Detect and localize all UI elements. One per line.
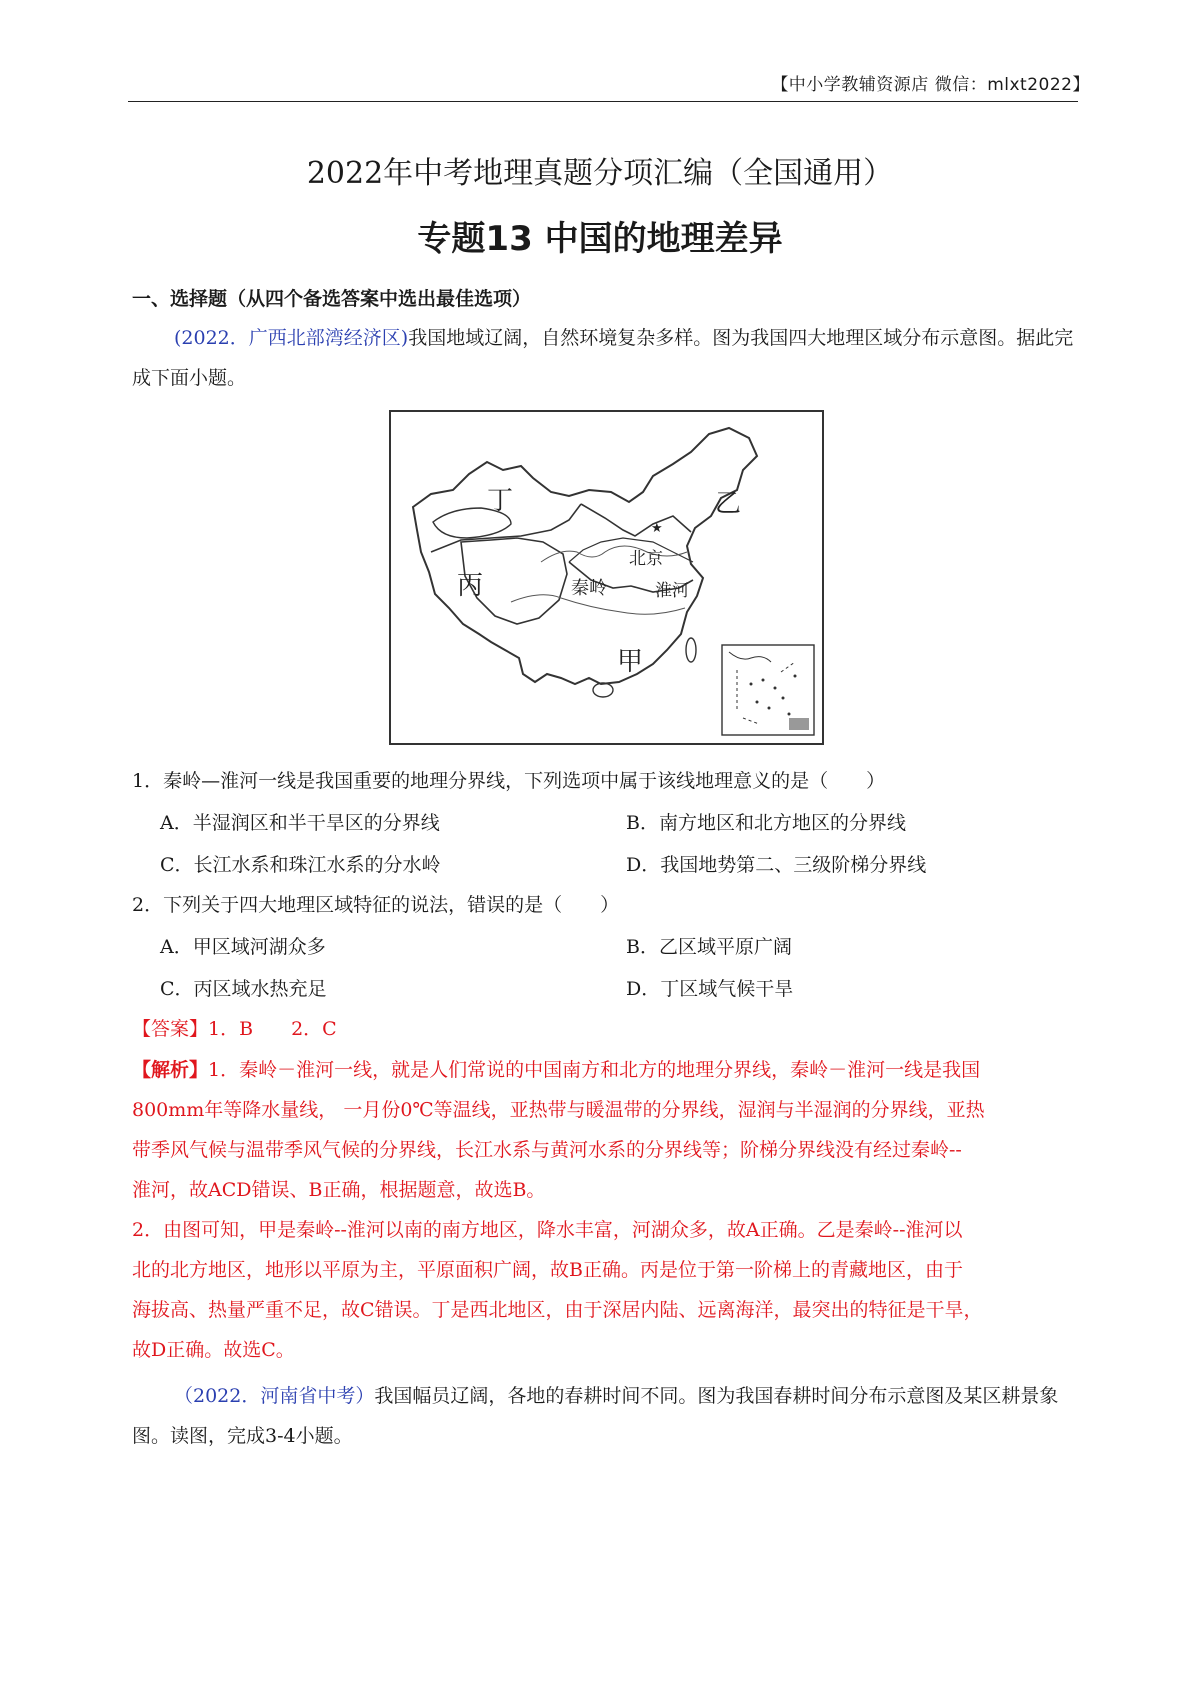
label-beijing: 北京 <box>629 549 663 569</box>
question-2-stem: 2．下列关于四大地理区域特征的说法，错误的是（ ） <box>132 894 620 916</box>
document-subtitle: 专题13 中国的地理差异 <box>417 219 783 259</box>
intro-paragraph-2 <box>132 1376 1077 1456</box>
question-1-option-b: B．南方地区和北方地区的分界线 <box>626 812 906 834</box>
question-1-stem: 1．秦岭—淮河一线是我国重要的地理分界线，下列选项中属于该线地理意义的是（ ） <box>132 770 886 792</box>
taiwan-island <box>686 638 696 662</box>
inset-scale-box <box>789 718 809 730</box>
label-qinling: 秦岭 <box>571 578 607 599</box>
question-2-option-b: B．乙区域平原广阔 <box>626 936 792 958</box>
label-region-bing: 丙 <box>457 571 484 601</box>
intro-text-2: 我国幅员辽阔，各地的春耕时间不同。图为我国春耕时间分布示意图及某区耕景象图。读图，完成3-4小题。 <box>132 1385 1059 1447</box>
boundary-north-west <box>581 504 691 536</box>
document-title: 2022年中考地理真题分项汇编（全国通用） <box>306 156 894 191</box>
intro-text: 我国地域辽阔，自然环境复杂多样。图为我国四大地理区域分布示意图。据此完成下面小题。 <box>132 327 1074 389</box>
question-1-option-d: D．我国地势第二、三级阶梯分界线 <box>626 854 927 876</box>
analysis-label: 【解析】 <box>132 1059 209 1081</box>
question-1-option-a: A．半湿润区和半干旱区的分界线 <box>160 812 440 834</box>
question-2-option-d: D．丁区域气候干旱 <box>626 978 794 1000</box>
analysis-block <box>132 1050 1077 1370</box>
hainan-island <box>593 683 613 697</box>
china-regions-map <box>389 410 824 745</box>
answer-line <box>132 1014 337 1041</box>
header-divider <box>128 101 1078 102</box>
question-2-option-c: C．丙区域水热充足 <box>160 978 327 1000</box>
analysis-part2-line-4: 故D正确。故选C。 <box>132 1339 295 1361</box>
analysis-part1-line-2: 800mm年等降水量线， 一月份0℃等温线，亚热带与暖温带的分界线，湿润与半湿润的分界线，亚热 <box>132 1099 985 1121</box>
source-tag: (2022．广西北部湾经济区) <box>174 327 409 349</box>
label-region-jia: 甲 <box>617 647 644 677</box>
source-tag-2: （2022．河南省中考） <box>174 1385 375 1407</box>
label-region-ding: 丁 <box>487 486 514 516</box>
map-svg <box>391 412 822 743</box>
header-tag: 【中小学教辅资源店 微信：mlxt2022】 <box>771 75 1090 95</box>
question-2-option-a: A．甲区域河湖众多 <box>160 936 326 958</box>
label-huaihe: 淮河 <box>655 581 689 601</box>
analysis-part1-line-3: 带季风气候与温带季风气候的分界线，长江水系与黄河水系的分界线等；阶梯分界线没有经过秦岭-- <box>132 1139 962 1161</box>
analysis-part2-line-1: 2．由图可知，甲是秦岭--淮河以南的南方地区，降水丰富，河湖众多，故A正确。乙是秦岭--淮河以 <box>132 1219 963 1241</box>
analysis-line-1 <box>132 1050 1077 1090</box>
section-heading: 一、选择题（从四个备选答案中选出最佳选项） <box>132 288 532 310</box>
label-region-yi: 乙 <box>715 489 742 519</box>
intro-paragraph-1 <box>132 318 1077 398</box>
answer-label: 【答案】 <box>132 1018 209 1040</box>
analysis-part1-line-4: 淮河，故ACD错误、B正确，根据题意，故选B。 <box>132 1179 546 1201</box>
analysis-part1-line-1: 1．秦岭－淮河一线，就是人们常说的中国南方和北方的地理分界线，秦岭－淮河一线是我国 <box>208 1059 981 1081</box>
beijing-star-icon: ★ <box>651 521 663 536</box>
analysis-part2-line-2: 北的北方地区，地形以平原为主，平原面积广阔，故B正确。丙是位于第一阶梯上的青藏地区，由于 <box>132 1259 963 1281</box>
analysis-part2-line-3: 海拔高、热量严重不足，故C错误。丁是西北地区，由于深居内陆、远离海洋，最突出的特征是干旱， <box>132 1299 983 1321</box>
answer-text: 1．B 2．C <box>208 1018 337 1040</box>
question-1-option-c: C．长江水系和珠江水系的分水岭 <box>160 854 441 876</box>
